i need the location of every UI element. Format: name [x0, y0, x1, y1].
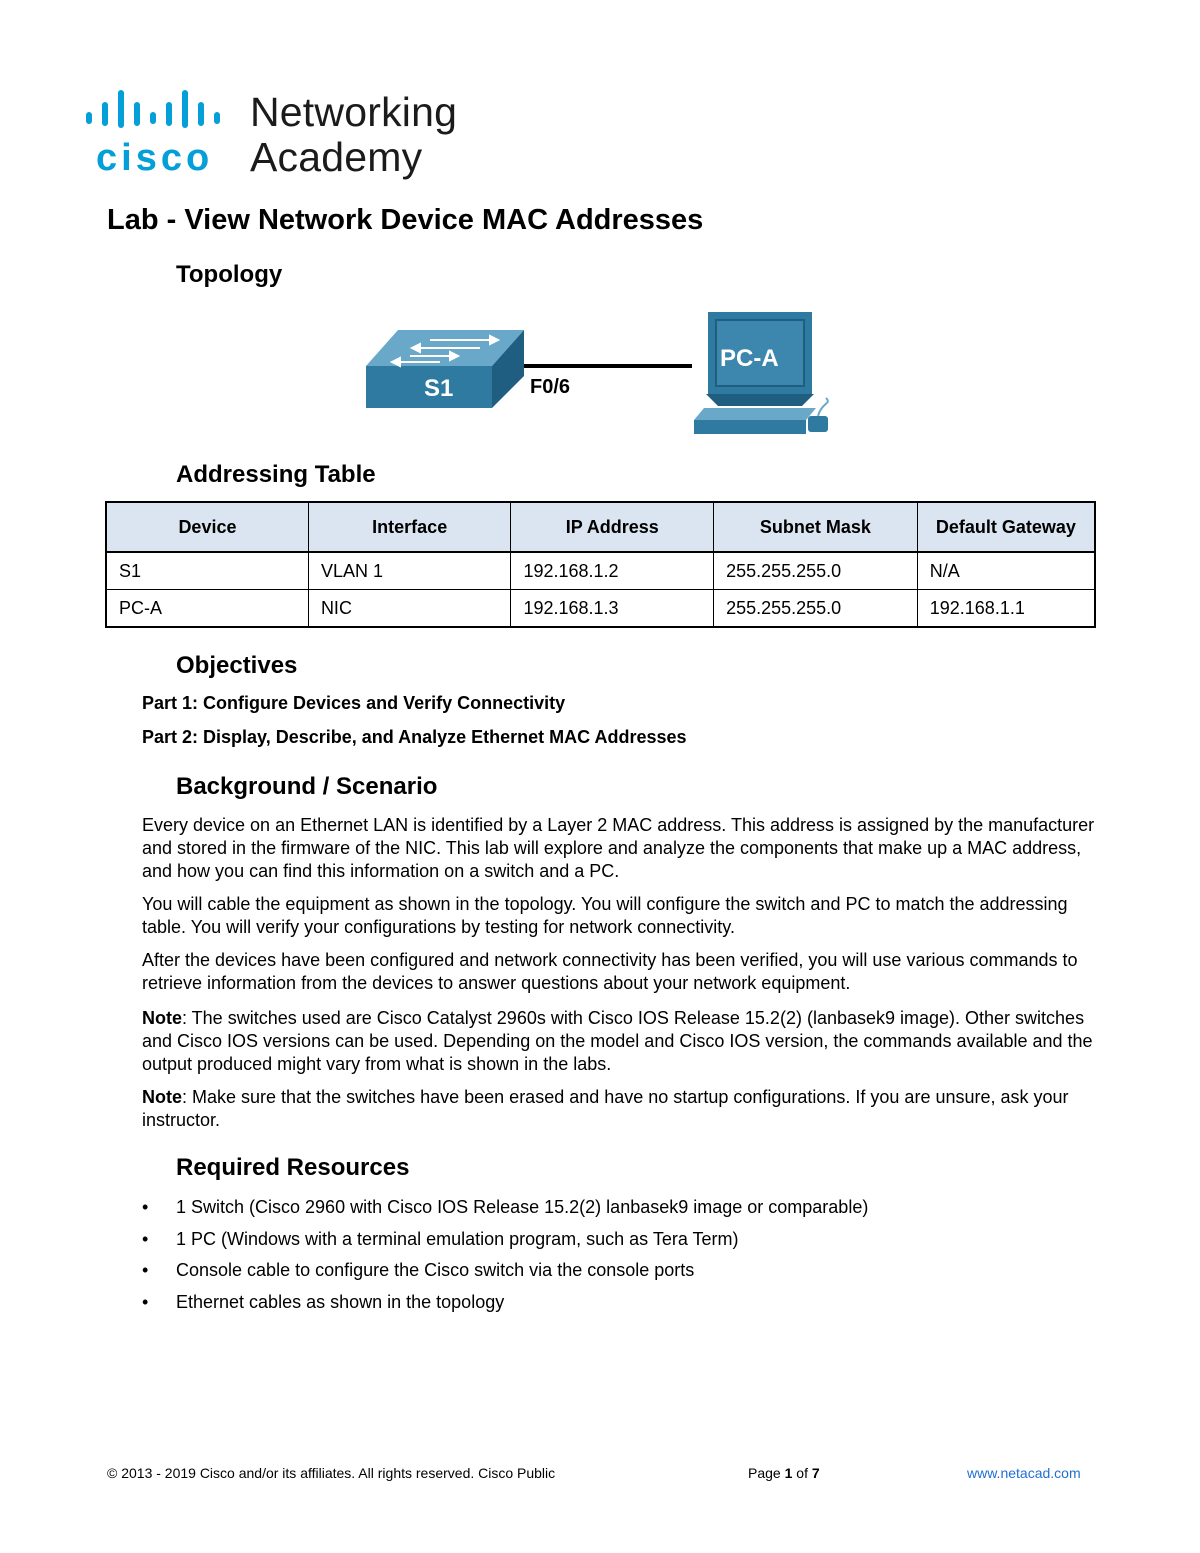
table-header-row	[106, 502, 1095, 552]
resources-list	[140, 1195, 868, 1321]
cell-default-gateway: 192.168.1.1	[917, 590, 1095, 628]
note-paragraph-1	[142, 1007, 1102, 1076]
table-row	[106, 590, 1095, 628]
section-heading-required-resources: Required Resources	[176, 1154, 410, 1181]
header-interface: Interface	[308, 502, 511, 552]
cell-ip-address: 192.168.1.2	[511, 552, 714, 590]
note-label: Note	[142, 1087, 182, 1107]
objective-part-2: Part 2: Display, Describe, and Analyze Ethernet MAC Addresses	[142, 727, 687, 747]
note-paragraph-2	[142, 1086, 1102, 1132]
cell-interface: VLAN 1	[308, 552, 511, 590]
page-total: 7	[811, 1465, 820, 1481]
list-item: • 1 Switch (Cisco 2960 with Cisco IOS Release 15.2(2) lanbasek9 image or comparable)	[140, 1195, 868, 1227]
header-device: Device	[106, 502, 308, 552]
list-item: • Console cable to configure the Cisco switch via the console ports	[140, 1258, 868, 1290]
cisco-networking-academy-logo	[84, 86, 474, 182]
cisco-wordmark: cisco	[96, 137, 214, 179]
section-heading-topology: Topology	[176, 261, 283, 288]
background-paragraph-3: After the devices have been configured and network connectivity has been verified, you will use various commands to retrieve information from the devices to answer questions about your network equipment.	[142, 950, 1078, 993]
section-heading-addressing-table: Addressing Table	[176, 461, 376, 488]
section-heading-background: Background / Scenario	[176, 773, 438, 800]
cell-ip-address: 192.168.1.3	[511, 590, 714, 628]
header-subnet-mask: Subnet Mask	[714, 502, 918, 552]
pc-label: PC-A	[720, 345, 779, 372]
list-item: • 1 PC (Windows with a terminal emulation program, such as Tera Term)	[140, 1227, 868, 1259]
objective-part-1: Part 1: Configure Devices and Verify Connectivity	[142, 693, 566, 713]
addressing-table	[105, 501, 1096, 628]
page-word: Page	[748, 1465, 785, 1481]
port-label: F0/6	[530, 376, 571, 398]
logo-line-networking: Networking	[250, 89, 458, 135]
header-default-gateway: Default Gateway	[917, 502, 1095, 552]
cell-device: PC-A	[106, 590, 308, 628]
header-ip-address: IP Address	[511, 502, 714, 552]
note-text: : The switches used are Cisco Catalyst 2960s with Cisco IOS Release 15.2(2) (lanbasek9 image). Other switches and Cisco IOS versions can be used. Depending on the model and Cisco IOS version, the commands available and the output produced might vary from what is shown in the labs.	[142, 1008, 1093, 1074]
page-of: of	[792, 1465, 812, 1481]
topology-diagram	[360, 310, 840, 445]
footer-page-number	[748, 1465, 820, 1481]
cell-subnet-mask: 255.255.255.0	[714, 590, 918, 628]
list-item: • Ethernet cables as shown in the topology	[140, 1290, 868, 1322]
page-current: 1	[784, 1465, 793, 1481]
cell-subnet-mask: 255.255.255.0	[714, 552, 918, 590]
background-paragraph-1: Every device on an Ethernet LAN is identified by a Layer 2 MAC address. This address is assigned by the manufacturer and stored in the firmware of the NIC. This lab will explore and analyze the components that make up a MAC address, and how you can find this information on a switch and a PC.	[142, 815, 1095, 881]
footer-copyright: © 2013 - 2019 Cisco and/or its affiliates. All rights reserved. Cisco Public	[107, 1465, 556, 1481]
logo-line-academy: Academy	[250, 134, 423, 180]
section-heading-objectives: Objectives	[176, 652, 298, 679]
note-text: : Make sure that the switches have been erased and have no startup configurations. If you are unsure, ask your instructor.	[142, 1087, 1069, 1130]
cell-device: S1	[106, 552, 308, 590]
pc-icon	[694, 312, 828, 434]
switch-label: S1	[424, 375, 454, 402]
table-row	[106, 552, 1095, 590]
background-paragraph-2: You will cable the equipment as shown in the topology. You will configure the switch and PC to match the addressing table. You will verify your configurations by testing for network connectivity.	[142, 894, 1068, 937]
cisco-bridge-icon	[84, 86, 244, 182]
cell-interface: NIC	[308, 590, 511, 628]
footer-website-link[interactable]: www.netacad.com	[967, 1465, 1081, 1481]
cell-default-gateway: N/A	[917, 552, 1095, 590]
note-label: Note	[142, 1008, 182, 1028]
document-title: Lab - View Network Device MAC Addresses	[107, 204, 704, 236]
